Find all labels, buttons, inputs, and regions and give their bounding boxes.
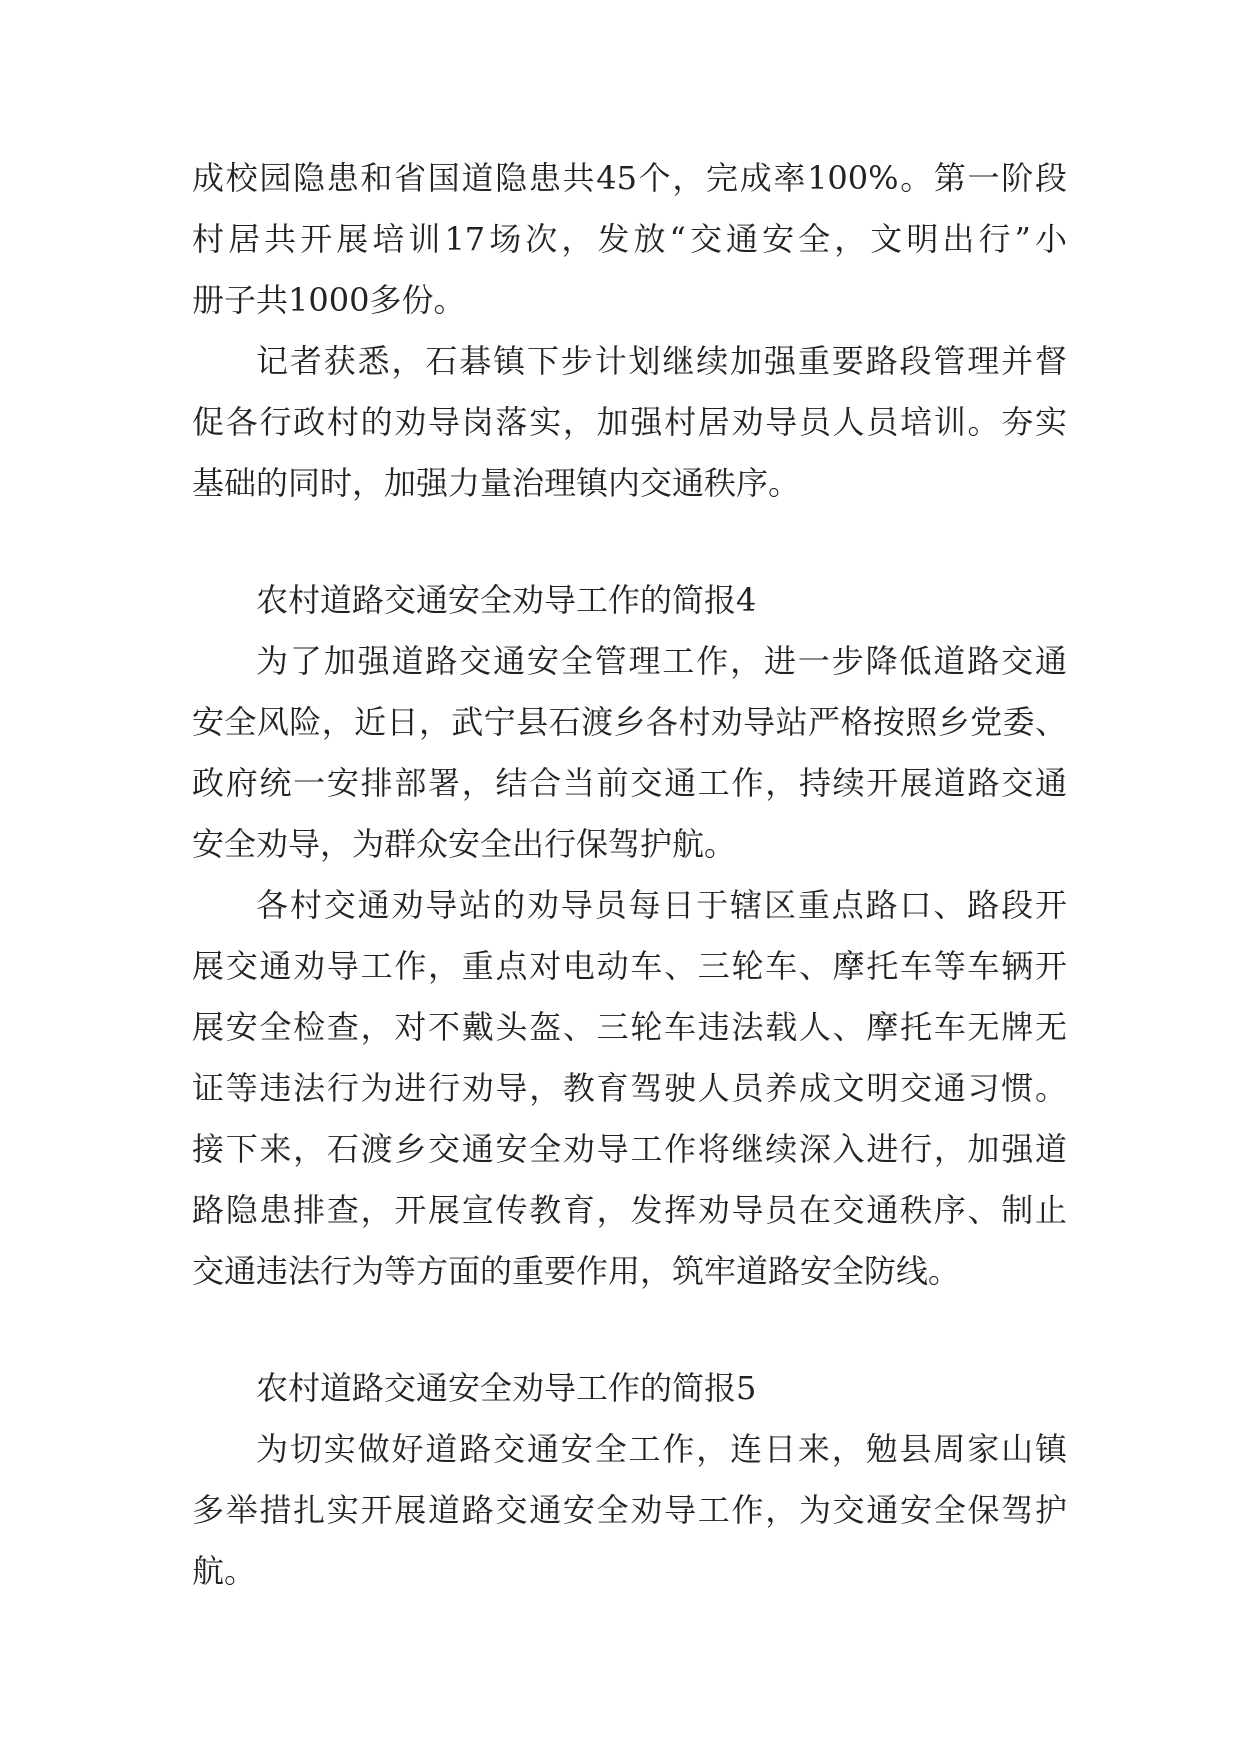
- paragraph: [192, 331, 1067, 514]
- text-line: 安全风险，近日，武宁县石渡乡各村劝导站严格按照乡党委、: [192, 703, 1067, 741]
- text-line: 促各行政村的劝导岗落实，加强村居劝导员人员培训。夯实: [192, 403, 1067, 441]
- text-line: 基础的同时，加强力量治理镇内交通秩序。: [192, 464, 801, 502]
- document-body: [192, 148, 1067, 1602]
- text-line: 各村交通劝导站的劝导员每日于辖区重点路口、路段开: [256, 886, 1067, 924]
- text-line: 路隐患排查，开展宣传教育，发挥劝导员在交通秩序、制止: [192, 1191, 1067, 1229]
- text-line: 为切实做好道路交通安全工作，连日来，勉县周家山镇: [256, 1430, 1067, 1468]
- paragraph: [192, 875, 1067, 1302]
- section-spacer: [192, 514, 1067, 570]
- text-line: 接下来，石渡乡交通安全劝导工作将继续深入进行，加强道: [192, 1130, 1067, 1168]
- section-heading: 农村道路交通安全劝导工作的简报4: [256, 581, 757, 619]
- text-line: 证等违法行为进行劝导，教育驾驶人员养成文明交通习惯。: [192, 1069, 1067, 1107]
- text-line: 政府统一安排部署，结合当前交通工作，持续开展道路交通: [192, 764, 1067, 802]
- text-line: 多举措扎实开展道路交通安全劝导工作，为交通安全保驾护: [192, 1491, 1067, 1529]
- text-line: 村居共开展培训17场次，发放“交通安全，文明出行”小: [192, 220, 1067, 258]
- section-spacer: [192, 1302, 1067, 1358]
- text-line: 展安全检查，对不戴头盔、三轮车违法载人、摩托车无牌无: [192, 1008, 1067, 1046]
- text-line: 成校园隐患和省国道隐患共45个，完成率100%。第一阶段: [192, 159, 1067, 197]
- section-heading: 农村道路交通安全劝导工作的简报5: [256, 1369, 757, 1407]
- paragraph: [192, 148, 1067, 331]
- text-line: 册子共1000多份。: [192, 281, 466, 319]
- text-line: 展交通劝导工作，重点对电动车、三轮车、摩托车等车辆开: [192, 947, 1067, 985]
- text-line: 交通违法行为等方面的重要作用，筑牢道路安全防线。: [192, 1252, 961, 1290]
- text-line: 航。: [192, 1552, 257, 1590]
- paragraph: [192, 1419, 1067, 1602]
- text-line: 记者获悉，石碁镇下步计划继续加强重要路段管理并督: [256, 342, 1067, 380]
- text-line: 安全劝导，为群众安全出行保驾护航。: [192, 825, 737, 863]
- paragraph: [192, 631, 1067, 875]
- text-line: 为了加强道路交通安全管理工作，进一步降低道路交通: [256, 642, 1067, 680]
